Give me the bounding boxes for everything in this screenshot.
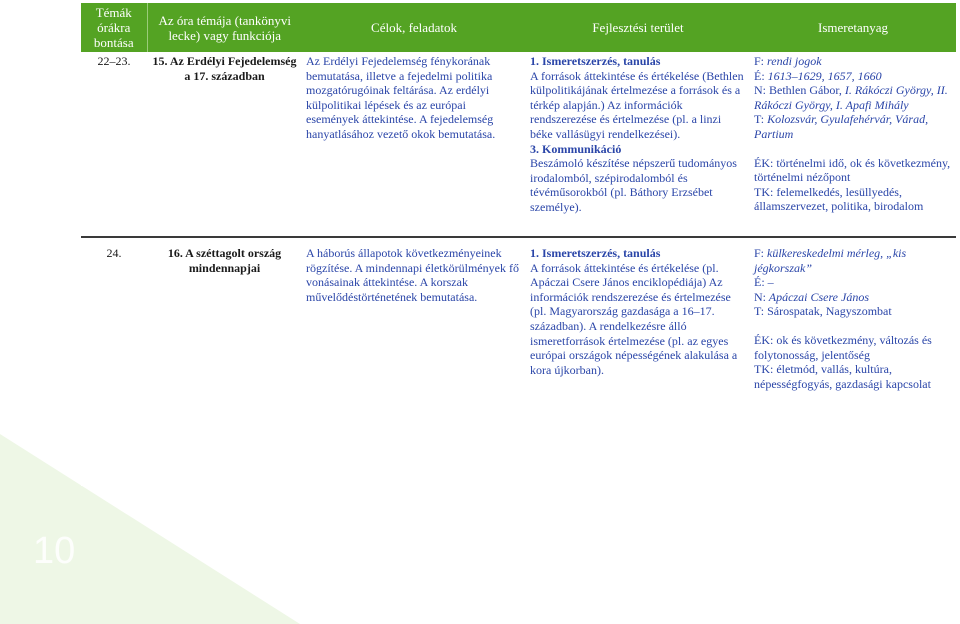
knowledge-cell	[750, 244, 956, 486]
know-topografia: T: Sárospatak, Nagyszombat	[754, 304, 892, 319]
header-knowledge: Ismeretanyag	[750, 3, 956, 52]
topic-title: 16. A széttagolt ország mindennapjai	[167, 246, 282, 275]
dev-heading-1: 1. Ismeretszerzés, tanulás	[530, 54, 661, 68]
know-evszamok: É: 1613–1629, 1657, 1660	[754, 68, 882, 83]
know-tartalmi-kulcsfogalmak: TK: felemelkedés, lesüllyedés, államszervezet, politika, birodalom	[754, 184, 924, 214]
hours-cell: 22–23.	[81, 52, 147, 237]
know-ertelmezo-kulcsfogalmak: ÉK: ok és következmény, változás és folytonosság, jelentőség	[754, 332, 932, 362]
header-hours: Témák órákra bontása	[81, 3, 147, 52]
know-topografia: T: Kolozsvár, Gyulafehérvár, Várad, Partium	[754, 112, 929, 141]
goals-cell: A háborús állapotok következményeinek rögzítése. A mindennapi életkörülmények fő vonásainak áttekintése. A korszak művelődéstörténetének bemutatása.	[302, 244, 526, 486]
table-header-row	[81, 3, 956, 52]
hours-cell: 24.	[81, 244, 147, 486]
dev-text-1: A források áttekintése és értékelése (pl. Apáczai Csere János enciklopédiája) Az információk rendszerezése és értelmezése (pl. Magyarország gazdasága a 16–17. században). A rendelkezésre álló ismeretforrások értelmezése (pl. az egyes európai országok népességének alakulása a kora újkorban).	[530, 260, 738, 377]
knowledge-cell	[750, 52, 956, 237]
topic-cell	[147, 244, 302, 486]
topic-title: 15. Az Erdélyi Fejedelemség a 17. században	[152, 54, 297, 83]
header-topic: Az óra témája (tankönyvi lecke) vagy funkciója	[147, 3, 302, 52]
know-evszamok: É: –	[754, 275, 774, 290]
curriculum-table	[81, 3, 956, 486]
development-cell	[526, 52, 750, 237]
table-row	[81, 52, 956, 237]
row-separator	[81, 237, 956, 244]
table-row	[81, 244, 956, 486]
know-ertelmezo-kulcsfogalmak: ÉK: történelmi idő, ok és következmény, történelmi nézőpont	[754, 155, 951, 185]
know-fogalmak: F: külkereskedelmi mérleg, „kis jégkorszak”	[754, 246, 907, 275]
dev-text-2: Beszámoló készítése népszerű tudományos irodalomból, szépirodalomból és tévéműsorokból (pl. Báthory Erzsébet személye).	[530, 156, 737, 214]
goals-cell: Az Erdélyi Fejedelemség fénykorának bemutatása, illetve a fejedelmi politika mozgatórugóinak feltárása. Az erdélyi külpolitikai lépések és az európai események áttekintése. A fejedelemség hanyatlásához vezető okok bemutatása.	[302, 52, 526, 237]
know-tartalmi-kulcsfogalmak: TK: életmód, vallás, kultúra, népességfogyás, gazdasági kapcsolat	[754, 362, 931, 391]
development-cell	[526, 244, 750, 486]
dev-text-1: A források áttekintése és értékelése (Bethlen külpolitikájának értelmezése a források és a térkép alapján.) Az információk rendszerezése és értelmezése (pl. a linzi béke vallásügyi rendelkezései).	[530, 68, 744, 141]
dev-heading-2: 3. Kommunikáció	[530, 141, 622, 156]
topic-cell	[147, 52, 302, 237]
know-fogalmak: F: rendi jogok	[754, 54, 822, 68]
page-number: 10	[33, 530, 76, 572]
know-nevek: N: Bethlen Gábor, I. Rákóczi György, II. Rákóczi György, I. Apafi Mihály	[754, 83, 948, 112]
know-nevek: N: Apáczai Csere János	[754, 289, 869, 304]
header-goals: Célok, feladatok	[302, 3, 526, 52]
dev-heading-1: 1. Ismeretszerzés, tanulás	[530, 246, 661, 260]
header-development: Fejlesztési terület	[526, 3, 750, 52]
